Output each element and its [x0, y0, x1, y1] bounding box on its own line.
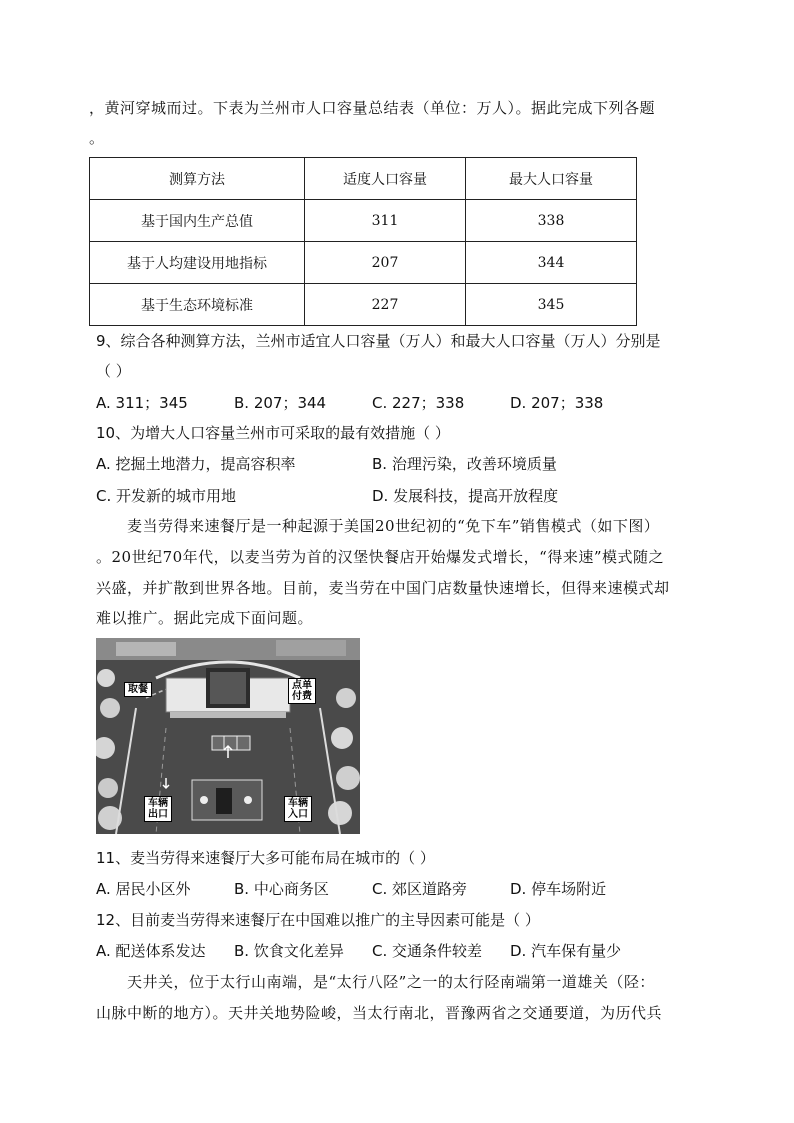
- question-11-option-a[interactable]: A. 居民小区外: [96, 880, 191, 898]
- table-cell: 311: [305, 200, 466, 242]
- question-9-option-b[interactable]: B. 207；344: [234, 394, 327, 412]
- passage-2-line-3: 兴盛，并扩散到世界各地。目前，麦当劳在中国门店数量快速增长，但得来速模式却: [96, 579, 670, 597]
- question-9-option-c[interactable]: C. 227；338: [372, 394, 465, 412]
- vehicle-exit-label: [144, 796, 172, 822]
- table-header-cell: 最大人口容量: [466, 158, 637, 200]
- table-header-cell: 适度人口容量: [305, 158, 466, 200]
- order-pay-label-line-1: 点单: [292, 680, 312, 691]
- question-10-stem: 10、为增大人口容量兰州市可采取的最有效措施（ ）: [96, 424, 450, 442]
- question-12-option-c[interactable]: C. 交通条件较差: [372, 942, 483, 960]
- question-12-option-d[interactable]: D. 汽车保有量少: [510, 942, 622, 960]
- passage-2-line-1: 麦当劳得来速餐厅是一种起源于美国20世纪初的“免下车”销售模式（如下图）: [127, 517, 660, 535]
- question-12-stem: 12、目前麦当劳得来速餐厅在中国难以推广的主导因素可能是（ ）: [96, 911, 540, 929]
- question-10-option-a[interactable]: A. 挖掘土地潜力，提高容积率: [96, 455, 296, 473]
- drive-thru-illustration: [96, 638, 360, 834]
- question-11-option-d[interactable]: D. 停车场附近: [510, 880, 607, 898]
- question-10-option-c[interactable]: C. 开发新的城市用地: [96, 487, 237, 505]
- table-row: [90, 242, 637, 284]
- table-cell: 基于生态环境标准: [90, 284, 305, 326]
- passage-2-line-4: 难以推广。据此完成下面问题。: [96, 609, 314, 627]
- table-cell: 基于国内生产总值: [90, 200, 305, 242]
- table-cell: 227: [305, 284, 466, 326]
- question-12-option-b[interactable]: B. 饮食文化差异: [234, 942, 344, 960]
- pickup-label-text: 取餐: [128, 684, 148, 695]
- vehicle-exit-label-line-1: 车辆: [148, 798, 168, 809]
- drive-thru-photo: [96, 638, 360, 834]
- table-row: [90, 284, 637, 326]
- intro-line-2: 。: [89, 129, 105, 147]
- question-10-option-d[interactable]: D. 发展科技，提高开放程度: [372, 487, 559, 505]
- table-header-cell: 测算方法: [90, 158, 305, 200]
- question-11-option-c[interactable]: C. 郊区道路旁: [372, 880, 468, 898]
- question-9-option-d[interactable]: D. 207；338: [510, 394, 604, 412]
- table-cell: 基于人均建设用地指标: [90, 242, 305, 284]
- question-9-blank: （ ）: [96, 362, 131, 380]
- order-pay-label-line-2: 付费: [292, 691, 312, 702]
- question-11-stem: 11、麦当劳得来速餐厅大多可能布局在城市的（ ）: [96, 849, 435, 867]
- population-capacity-table: [89, 157, 637, 326]
- intro-line-1: ，黄河穿城而过。下表为兰州市人口容量总结表（单位：万人）。据此完成下列各题: [89, 99, 656, 117]
- vehicle-entry-label: [284, 796, 312, 822]
- pickup-label: [124, 682, 152, 697]
- table-cell: 345: [466, 284, 637, 326]
- table-row: [90, 200, 637, 242]
- order-pay-label: [288, 678, 316, 704]
- question-9-stem: 9、综合各种测算方法，兰州市适宜人口容量（万人）和最大人口容量（万人）分别是: [96, 332, 661, 350]
- question-9-option-a[interactable]: A. 311；345: [96, 394, 188, 412]
- question-12-option-a[interactable]: A. 配送体系发达: [96, 942, 206, 960]
- table-header-row: [90, 158, 637, 200]
- question-10-option-b[interactable]: B. 治理污染，改善环境质量: [372, 455, 557, 473]
- passage-2-line-2: 。20世纪70年代，以麦当劳为首的汉堡快餐店开始爆发式增长，“得来速”模式随之: [96, 548, 665, 566]
- vehicle-entry-label-line-1: 车辆: [288, 798, 308, 809]
- question-11-option-b[interactable]: B. 中心商务区: [234, 880, 329, 898]
- vehicle-entry-label-line-2: 入口: [288, 809, 308, 820]
- table-cell: 207: [305, 242, 466, 284]
- passage-3-line-1: 天井关，位于太行山南端，是“太行八陉”之一的太行陉南端第一道雄关（陉：: [127, 973, 655, 991]
- table-cell: 338: [466, 200, 637, 242]
- passage-3-line-2: 山脉中断的地方）。天井关地势险峻，当太行南北，晋豫两省之交通要道，为历代兵: [96, 1004, 663, 1022]
- table-cell: 344: [466, 242, 637, 284]
- vehicle-exit-label-line-2: 出口: [148, 809, 168, 820]
